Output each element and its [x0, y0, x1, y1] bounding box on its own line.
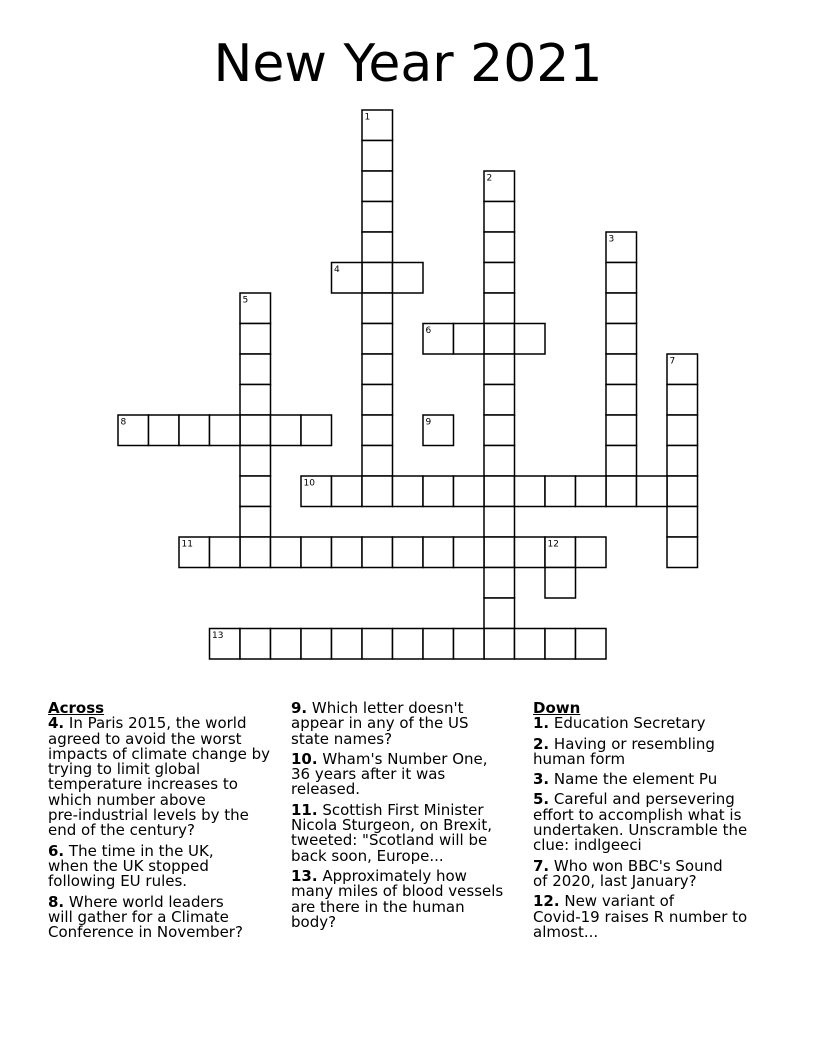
clue-down-7 — [533, 856, 773, 890]
grid-cell[interactable] — [362, 629, 393, 660]
grid-cell[interactable] — [606, 263, 637, 294]
grid-cell[interactable] — [362, 476, 393, 507]
clue-text: Name the element Pu — [549, 770, 718, 789]
clue-number-label: 8 — [120, 417, 127, 428]
grid-cell[interactable] — [484, 293, 515, 324]
puzzle-title: New Year 2021 — [213, 34, 603, 94]
clue-number: 9. — [291, 699, 308, 717]
grid-cell[interactable] — [667, 476, 698, 507]
grid-cell[interactable] — [606, 415, 637, 446]
grid-cell[interactable] — [484, 232, 515, 263]
clue-down-3 — [533, 772, 773, 787]
clue-number: 10. — [291, 749, 318, 768]
grid-cell[interactable] — [515, 629, 546, 660]
grid-cell[interactable] — [423, 537, 454, 568]
clue-text: In Paris 2015, the world agreed to avoid the worst impacts of climate change by trying to limit global temperature increases to which number above pre-industrial levels by the end of the century? — [48, 714, 271, 840]
grid-cell[interactable] — [423, 629, 454, 660]
grid-cell[interactable] — [362, 385, 393, 416]
grid-cell[interactable] — [454, 537, 485, 568]
grid-cell[interactable] — [667, 537, 698, 568]
clue-down-1 — [533, 716, 773, 731]
grid-cell[interactable] — [667, 415, 698, 446]
clue-number: 8. — [48, 892, 65, 911]
clue-number: 12. — [533, 892, 560, 911]
grid-cell[interactable] — [545, 629, 576, 660]
clue-number-label: 7 — [669, 356, 676, 367]
clue-across-9 — [291, 701, 526, 747]
across-clue-list — [48, 716, 288, 940]
grid-cell[interactable] — [606, 354, 637, 385]
grid-cell[interactable] — [515, 537, 546, 568]
across-heading: Across — [48, 699, 105, 717]
grid-cell[interactable] — [545, 476, 576, 507]
grid-cell[interactable] — [240, 354, 271, 385]
clue-number-label: 11 — [181, 539, 193, 550]
grid-cell[interactable] — [149, 415, 180, 446]
across-clue-list-continued — [291, 701, 526, 930]
clue-across-4 — [48, 716, 288, 838]
grid-cell[interactable] — [240, 446, 271, 477]
grid-cell[interactable] — [240, 324, 271, 355]
grid-cell[interactable] — [515, 476, 546, 507]
down-heading: Down — [533, 699, 581, 717]
grid-cell[interactable] — [210, 415, 241, 446]
grid-cell[interactable] — [484, 568, 515, 599]
grid-cell[interactable] — [576, 476, 607, 507]
clue-across-6 — [48, 841, 288, 891]
clue-number: 6. — [48, 841, 65, 860]
grid-cell[interactable] — [362, 537, 393, 568]
grid-cell[interactable] — [271, 629, 302, 660]
grid-cell[interactable] — [484, 354, 515, 385]
grid-cell[interactable] — [362, 171, 393, 202]
grid-cell[interactable] — [332, 537, 363, 568]
grid-cell[interactable] — [393, 537, 424, 568]
grid-cell[interactable] — [484, 263, 515, 294]
grid-cell[interactable] — [210, 537, 241, 568]
grid-cell[interactable] — [271, 537, 302, 568]
grid-cell[interactable] — [240, 537, 271, 568]
grid-cell[interactable] — [454, 629, 485, 660]
down-clue-list — [533, 716, 773, 940]
clue-number-label: 6 — [425, 326, 432, 336]
grid-cell[interactable] — [362, 232, 393, 263]
clue-number-label: 2 — [486, 173, 493, 184]
clue-down-12 — [533, 894, 773, 940]
grid-cell[interactable] — [240, 385, 271, 416]
clue-text: Who won BBC's Sound of 2020, last January? — [533, 856, 723, 890]
grid-cell[interactable] — [362, 141, 393, 172]
clue-number: 3. — [533, 770, 550, 789]
grid-cell[interactable] — [606, 324, 637, 355]
clue-number: 11. — [291, 800, 318, 819]
grid-cell[interactable] — [484, 202, 515, 233]
grid-cell[interactable] — [362, 324, 393, 355]
grid-cell[interactable] — [606, 476, 637, 507]
clue-text: Wham's Number One, 36 years after it was released. — [291, 749, 488, 799]
grid-cell[interactable] — [362, 202, 393, 233]
clue-number-label: 1 — [364, 112, 371, 123]
clue-text: Which letter doesn't appear in any of the US state names? — [291, 699, 469, 748]
clue-across-8 — [48, 892, 288, 942]
clue-text: Careful and persevering effort to accomplish what is undertaken. Unscramble the clue: indlgeeci — [533, 790, 748, 855]
grid-cell[interactable] — [484, 537, 515, 568]
clue-text: The time in the UK, when the UK stopped following EU rules. — [48, 841, 214, 891]
grid-cell[interactable] — [484, 629, 515, 660]
grid-cell[interactable] — [362, 415, 393, 446]
across-clues-continued-column — [291, 701, 526, 935]
clue-number: 2. — [533, 734, 550, 753]
grid-cell[interactable] — [484, 476, 515, 507]
grid-cell[interactable] — [271, 415, 302, 446]
clue-number-label: 9 — [425, 417, 432, 428]
clue-number: 7. — [533, 856, 550, 875]
grid-cell[interactable] — [667, 385, 698, 416]
clue-down-2 — [533, 734, 773, 768]
clue-number: 4. — [48, 714, 65, 733]
clue-text: Approximately how many miles of blood vessels are there in the human body? — [291, 866, 504, 931]
grid-cell[interactable] — [423, 476, 454, 507]
clue-text: Education Secretary — [549, 714, 706, 733]
grid-cell[interactable] — [240, 415, 271, 446]
grid-cell[interactable] — [484, 507, 515, 538]
clue-number-label: 4 — [334, 265, 340, 275]
grid-cell[interactable] — [332, 629, 363, 660]
grid-cell[interactable] — [637, 476, 668, 507]
grid-cell[interactable] — [606, 293, 637, 324]
grid-cell[interactable] — [240, 476, 271, 507]
grid-cell[interactable] — [393, 263, 424, 294]
grid-cell[interactable] — [484, 324, 515, 355]
clue-across-13 — [291, 866, 526, 931]
clue-text: Where world leaders will gather for a Climate Conference in November? — [48, 892, 243, 942]
grid-cell[interactable] — [454, 324, 485, 355]
grid-cell[interactable] — [484, 446, 515, 477]
grid-cell[interactable] — [179, 415, 210, 446]
grid-cell[interactable] — [240, 629, 271, 660]
grid-cell[interactable] — [393, 476, 424, 507]
grid-cell[interactable] — [240, 507, 271, 538]
clue-text: Having or resembling human form — [533, 734, 715, 768]
grid-cell[interactable] — [301, 537, 332, 568]
grid-cell[interactable] — [454, 476, 485, 507]
clue-text: New variant of Covid-19 raises R number to almost... — [533, 892, 748, 941]
grid-cell[interactable] — [301, 629, 332, 660]
clue-number: 1. — [533, 714, 550, 733]
grid-cell[interactable] — [606, 385, 637, 416]
grid-cell[interactable] — [301, 415, 332, 446]
clue-number: 13. — [291, 866, 318, 885]
grid-cell[interactable] — [515, 324, 546, 355]
grid-cell[interactable] — [576, 537, 607, 568]
grid-cell[interactable] — [484, 598, 515, 629]
clue-down-5 — [533, 792, 773, 853]
grid-cell[interactable] — [362, 446, 393, 477]
grid-cell[interactable] — [332, 476, 363, 507]
clue-number: 5. — [533, 790, 550, 809]
grid-cell[interactable] — [362, 354, 393, 385]
clue-number-label: 5 — [242, 295, 249, 306]
clue-number-label: 10 — [303, 478, 315, 489]
grid-cell[interactable] — [484, 385, 515, 416]
grid-cell[interactable] — [576, 629, 607, 660]
clue-across-11 — [291, 800, 526, 865]
grid-cell[interactable] — [667, 446, 698, 477]
clue-across-10 — [291, 749, 526, 799]
down-clues-column — [533, 701, 773, 945]
grid-cell[interactable] — [362, 263, 393, 294]
grid-cell[interactable] — [667, 507, 698, 538]
grid-cell[interactable] — [606, 446, 637, 477]
clue-number-label: 12 — [547, 539, 559, 550]
grid-cell[interactable] — [362, 293, 393, 324]
grid-cell[interactable] — [545, 568, 576, 599]
grid-cell[interactable] — [484, 415, 515, 446]
grid-cell[interactable] — [393, 629, 424, 660]
clue-text: Scottish First Minister Nicola Sturgeon, on Brexit, tweeted: "Scotland will be back soon, Europe... — [291, 800, 492, 865]
clue-number-label: 3 — [608, 234, 615, 245]
clue-number-label: 13 — [212, 631, 224, 641]
across-clues-column — [48, 701, 288, 945]
